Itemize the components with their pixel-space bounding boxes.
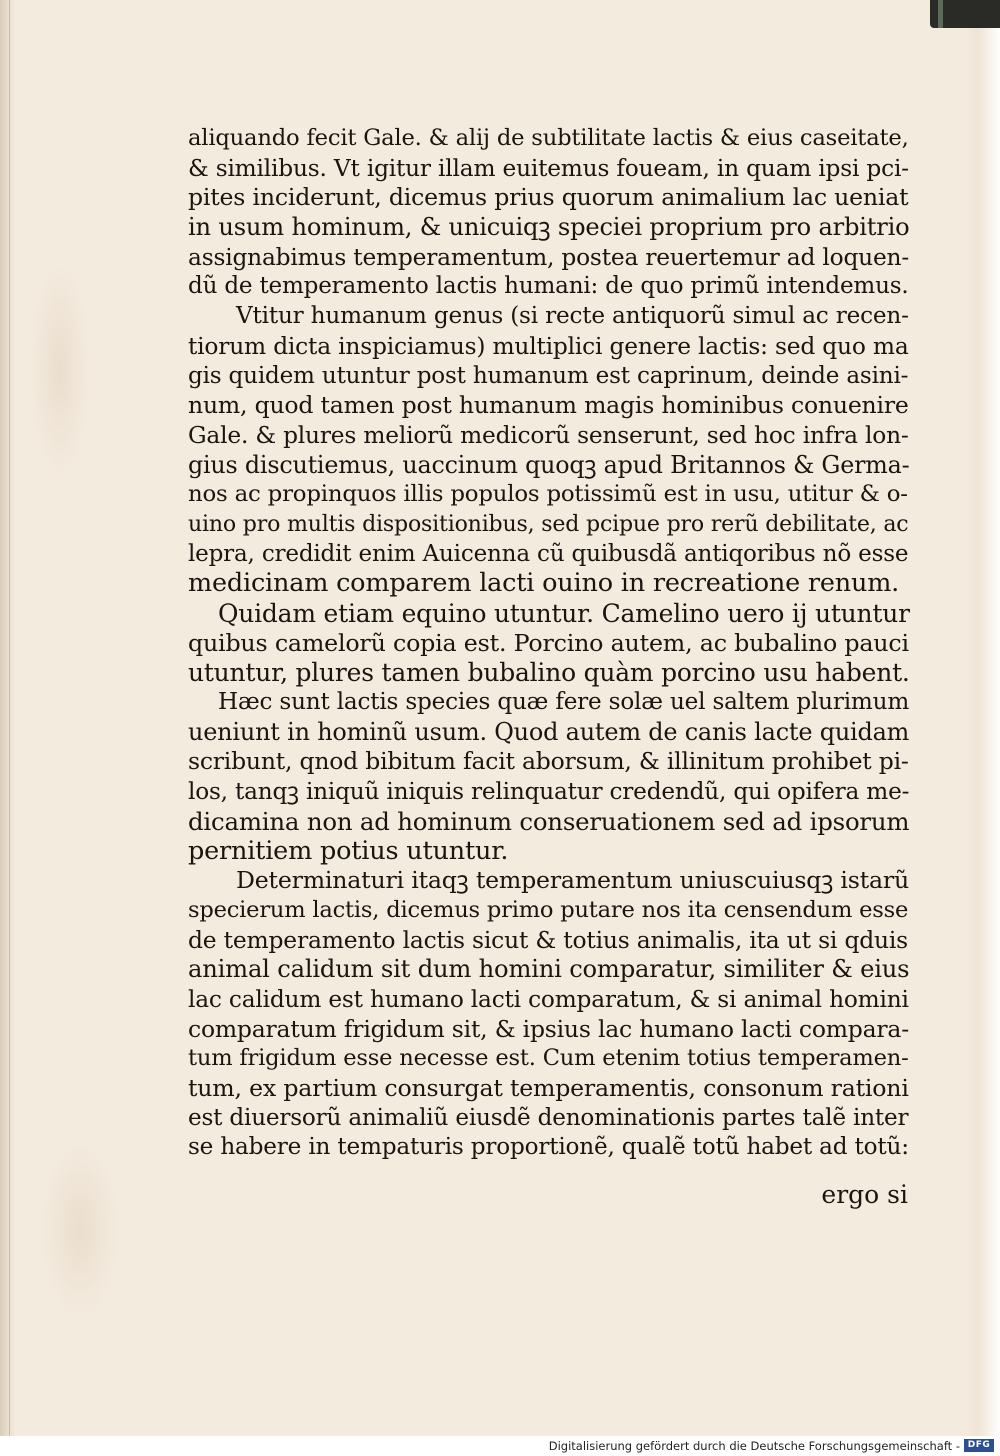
text-line: tum, ex partium consurgat temperamentis, consonum rationi [188, 1074, 909, 1102]
paper-stain [40, 1140, 120, 1320]
text-line: quibus camelorũ copia est. Porcino autem, ac bubalino pauci [188, 628, 909, 657]
body-text [188, 124, 910, 1163]
text-line: dicamina non ad hominum conseruationem sed ad ipsorum [188, 806, 910, 836]
text-line: Hæc sunt lactis species quæ fere solæ uel saltem plurimum [218, 689, 910, 716]
dfg-logo: DFG [964, 1439, 994, 1452]
footer-bar [0, 1436, 1000, 1456]
text-line: animal calidum sit dum homini comparatur, similiter & eius [188, 955, 910, 984]
text-line: in usum hominum, & unicuiqꝫ speciei proprium pro arbitrio [188, 213, 910, 242]
text-line: uino pro multis dispositionibus, sed pcipue pro rerũ debilitate, ac [188, 511, 909, 537]
text-line: pernitiem potius utuntur. [188, 836, 509, 866]
page-gutter-edge [0, 0, 16, 1436]
text-line: lac calidum est humano lacti comparatum, & si animal homini [188, 985, 909, 1013]
text-line: comparatum frigidum sit, & ipsius lac humano lacti compara- [188, 1014, 909, 1043]
footer-credit: Digitalisierung gefördert durch die Deutsche Forschungsgemeinschaft - [548, 1439, 960, 1453]
text-line: lepra, credidit enim Auicenna cũ quibusdã antiqoribus nõ esse [188, 540, 909, 567]
text-line: gis quidem utuntur post humanum est caprinum, deinde asini- [188, 362, 909, 389]
text-line: Determinaturi itaqꝫ temperamentum uniuscuiusqꝫ istarũ [236, 866, 909, 895]
catchword: ergo si [821, 1180, 908, 1209]
paper-stain [30, 260, 90, 480]
text-line: est diuersorũ animaliũ eiusdẽ denominationis partes talẽ inter [188, 1104, 909, 1131]
text-line: scribunt, qnod bibitum facit aborsum, & illinitum prohibet pi- [188, 747, 909, 776]
text-line: pites inciderunt, dicemus prius quorum animalium lac ueniat [188, 183, 909, 212]
text-line: nos ac propinquos illis populos potissimũ est in usu, utitur & o- [188, 481, 908, 508]
text-line: & similibus. Vt igitur illam euitemus foueam, in quam ipsi pci- [188, 154, 909, 182]
text-line: Gale. & plures meliorũ medicorũ senserunt, sed hoc infra lon- [188, 421, 909, 449]
text-line: specierum lactis, dicemus primo putare nos ita censendum esse [188, 896, 909, 923]
book-cover-corner [930, 0, 1000, 28]
text-line: utuntur, plures tamen bubalino quàm porcino usu habent. [188, 658, 910, 688]
text-line: aliquando fecit Gale. & alij de subtilitate lactis & eius caseitate, [188, 125, 909, 151]
text-line: ueniunt in hominũ usum. Quod autem de canis lacte quidam [188, 717, 910, 746]
text-line: assignabimus temperamentum, postea reuertemur ad loquen- [188, 243, 910, 271]
text-line: Quidam etiam equino utuntur. Camelino uero ij utuntur [218, 599, 910, 628]
text-line: Vtitur humanum genus (si recte antiquorũ simul ac recen- [236, 303, 909, 330]
text-line: tum frigidum esse necesse est. Cum etenim totius temperamen- [188, 1045, 909, 1072]
text-line: gius discutiemus, uaccinum quoqꝫ apud Britannos & Germa- [188, 450, 910, 479]
text-line: los, tanqꝫ iniquũ iniquis relinquatur credendũ, qui opifera me- [188, 778, 910, 806]
text-line: num, quod tamen post humanum magis hominibus conuenire [188, 391, 909, 420]
text-line: dũ de temperamento lactis humani: de quo primũ intendemus. [188, 273, 909, 300]
text-line: de temperamento lactis sicut & totius animalis, ita ut si qduis [188, 925, 908, 954]
page-fore-edge [966, 28, 1000, 1436]
text-line: se habere in tempaturis proportionẽ, qualẽ totũ habet ad totũ: [188, 1134, 909, 1161]
text-line: tiorum dicta inspiciamus) multiplici genere lactis: sed quo ma [188, 331, 909, 360]
text-line: medicinam comparem lacti ouino in recreatione renum. [188, 569, 900, 599]
